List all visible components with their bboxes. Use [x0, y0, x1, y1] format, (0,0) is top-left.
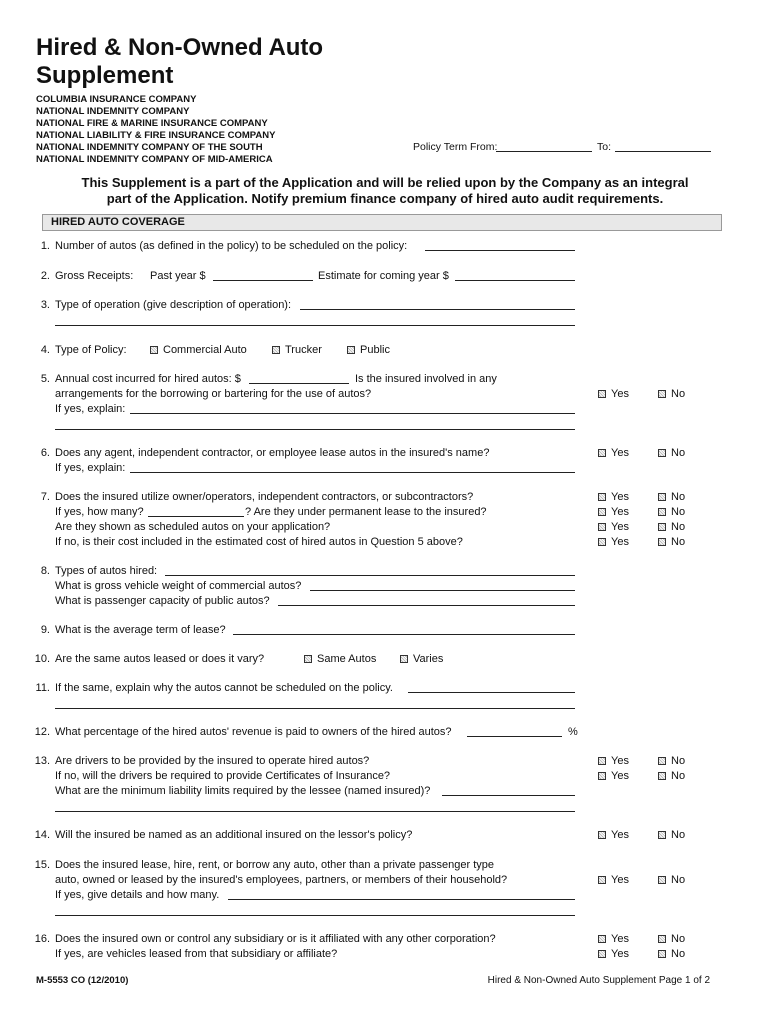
q7d-no-option[interactable]: No	[658, 536, 685, 549]
question-number: 7.	[40, 491, 50, 503]
q12-unit: %	[568, 726, 578, 738]
q13a-no-option[interactable]: No	[658, 755, 685, 768]
checkbox[interactable]	[658, 757, 666, 765]
q10-varies-option[interactable]: Varies	[400, 653, 443, 666]
question-number: 9.	[40, 624, 50, 636]
company-name: NATIONAL INDEMNITY COMPANY	[36, 106, 190, 117]
q16-text1: Does the insured own or control any subsidiary or is it affiliated with any other corporation?	[55, 933, 496, 945]
q4-text: Type of Policy:	[55, 344, 127, 356]
q7b-yes-option[interactable]: Yes	[598, 506, 629, 519]
q8-capacity-field[interactable]	[278, 595, 575, 606]
q5-text1b: Is the insured involved in any	[355, 373, 497, 385]
q13-text1: Are drivers to be provided by the insured to operate hired autos?	[55, 755, 370, 767]
checkbox[interactable]	[598, 493, 606, 501]
checkbox[interactable]	[598, 950, 606, 958]
checkbox[interactable]	[598, 508, 606, 516]
company-list	[36, 94, 275, 166]
question-number: 16.	[34, 933, 50, 945]
question-number: 15.	[34, 859, 50, 871]
q5-explain-field-line2[interactable]	[55, 419, 575, 430]
q13-text3: What are the minimum liability limits required by the lessee (named insured)?	[55, 785, 431, 797]
q8-types-field[interactable]	[165, 565, 575, 576]
checkbox[interactable]	[658, 935, 666, 943]
checkbox[interactable]	[598, 772, 606, 780]
q5-text2: arrangements for the borrowing or bartering for the use of autos?	[55, 388, 372, 400]
notice	[40, 175, 730, 207]
q3-field[interactable]	[300, 299, 575, 310]
checkbox[interactable]	[272, 346, 280, 354]
checkbox[interactable]	[658, 449, 666, 457]
q4-public-option[interactable]: Public	[347, 344, 390, 357]
q13b-no-option[interactable]: No	[658, 770, 685, 783]
q7-how-many-field[interactable]	[148, 506, 244, 517]
page-label: Hired & Non-Owned Auto Supplement Page 1 of 2	[487, 975, 710, 986]
q15-text2: auto, owned or leased by the insured's employees, partners, or members of their household?	[55, 874, 508, 886]
notice-line2: part of the Application. Notify premium finance company of hired auto audit requirements.	[106, 191, 664, 206]
checkbox[interactable]	[598, 523, 606, 531]
question-number: 1.	[40, 240, 50, 252]
q1-field[interactable]	[425, 240, 575, 251]
checkbox[interactable]	[658, 772, 666, 780]
question-number: 14.	[34, 829, 50, 841]
q2-past-field[interactable]	[213, 270, 313, 281]
q16a-yes-option[interactable]: Yes	[598, 933, 629, 946]
q15-details-field[interactable]	[228, 889, 575, 900]
company-name: NATIONAL INDEMNITY COMPANY OF THE SOUTH	[36, 142, 263, 153]
checkbox[interactable]	[598, 538, 606, 546]
q16b-no-option[interactable]: No	[658, 948, 685, 961]
question-number: 12.	[34, 726, 50, 738]
section-title: HIRED AUTO COVERAGE	[51, 216, 185, 228]
q7-text4: If no, is their cost included in the estimated cost of hired autos in Question 5 above?	[55, 536, 463, 548]
q7a-no-option[interactable]: No	[658, 491, 685, 504]
question-number: 2.	[40, 270, 50, 282]
checkbox[interactable]	[658, 538, 666, 546]
q5-text1: Annual cost incurred for hired autos: $	[55, 373, 241, 385]
checkbox[interactable]	[658, 950, 666, 958]
q11-field-line2[interactable]	[55, 698, 575, 709]
form-number: M-5553 CO (12/2010)	[36, 975, 129, 986]
checkbox[interactable]	[658, 876, 666, 884]
checkbox[interactable]	[304, 655, 312, 663]
checkbox[interactable]	[658, 508, 666, 516]
q7-text2b: ? Are they under permanent lease to the insured?	[245, 506, 487, 518]
q14-yes-option[interactable]: Yes	[598, 829, 629, 842]
q4-commercial-auto-option[interactable]: Commercial Auto	[150, 344, 247, 357]
q9-text: What is the average term of lease?	[55, 624, 226, 636]
q3-text: Type of operation (give description of operation):	[55, 299, 292, 311]
policy-term-from-label: Policy Term From:	[413, 141, 498, 153]
checkbox[interactable]	[658, 390, 666, 398]
checkbox[interactable]	[150, 346, 158, 354]
q7c-yes-option[interactable]: Yes	[598, 521, 629, 534]
checkbox[interactable]	[400, 655, 408, 663]
q5-text3: If yes, explain:	[55, 403, 126, 415]
q6-text1: Does any agent, independent contractor, or employee lease autos in the insured's name?	[55, 447, 490, 459]
q16b-yes-option[interactable]: Yes	[598, 948, 629, 961]
form-title-line2: Supplement	[36, 62, 174, 89]
company-name: NATIONAL INDEMNITY COMPANY OF MID-AMERICA	[36, 154, 273, 165]
question-number: 3.	[40, 299, 50, 311]
q7d-yes-option[interactable]: Yes	[598, 536, 629, 549]
policy-term-to-field[interactable]	[615, 141, 711, 152]
q12-percentage-field[interactable]	[467, 726, 562, 737]
q11-field[interactable]	[408, 682, 575, 693]
q8-text1: Types of autos hired:	[55, 565, 158, 577]
q5-cost-field[interactable]	[249, 373, 349, 384]
q6-yes-option[interactable]: Yes	[598, 447, 629, 460]
section-header	[42, 214, 722, 231]
policy-term-to-label: To:	[597, 141, 612, 153]
q15-text1: Does the insured lease, hire, rent, or borrow any auto, other than a private passenger type	[55, 859, 495, 871]
q8-weight-field[interactable]	[310, 580, 575, 591]
checkbox[interactable]	[658, 831, 666, 839]
q2-estimate-label: Estimate for coming year $	[318, 270, 449, 282]
q13-limits-field[interactable]	[442, 785, 575, 796]
checkbox[interactable]	[598, 935, 606, 943]
form-title-line1: Hired & Non-Owned Auto	[36, 34, 324, 61]
q12-text: What percentage of the hired autos' revenue is paid to owners of the hired autos?	[55, 726, 452, 738]
q7-text3: Are they shown as scheduled autos on your application?	[55, 521, 331, 533]
checkbox[interactable]	[598, 390, 606, 398]
q13b-yes-option[interactable]: Yes	[598, 770, 629, 783]
question-number: 4.	[40, 344, 50, 356]
q7-text2a: If yes, how many?	[55, 506, 144, 518]
q10-text: Are the same autos leased or does it vary?	[55, 653, 265, 665]
q16a-no-option[interactable]: No	[658, 933, 685, 946]
q4-trucker-option[interactable]: Trucker	[272, 344, 322, 357]
q13-text2: If no, will the drivers be required to provide Certificates of Insurance?	[55, 770, 391, 782]
q9-field[interactable]	[233, 624, 575, 635]
q2-text: Gross Receipts:	[55, 270, 134, 282]
q8-text2: What is gross vehicle weight of commercial autos?	[55, 580, 302, 592]
q7a-yes-option[interactable]: Yes	[598, 491, 629, 504]
question-number: 6.	[40, 447, 50, 459]
q3-field-line2[interactable]	[55, 315, 575, 326]
q2-estimate-field[interactable]	[455, 270, 575, 281]
question-number: 11.	[35, 682, 50, 694]
q6-explain-field[interactable]	[130, 462, 575, 473]
q13-limits-field-line2[interactable]	[55, 801, 575, 812]
q7b-no-option[interactable]: No	[658, 506, 685, 519]
question-number: 13.	[34, 755, 50, 767]
q13a-yes-option[interactable]: Yes	[598, 755, 629, 768]
q16-text2: If yes, are vehicles leased from that subsidiary or affiliate?	[55, 948, 338, 960]
q10-same-autos-option[interactable]: Same Autos	[304, 653, 376, 666]
q15-no-option[interactable]: No	[658, 874, 685, 887]
checkbox[interactable]	[598, 449, 606, 457]
checkbox[interactable]	[658, 493, 666, 501]
checkbox[interactable]	[658, 523, 666, 531]
q6-text2: If yes, explain:	[55, 462, 126, 474]
q11-text: If the same, explain why the autos cannot be scheduled on the policy.	[55, 682, 393, 694]
question-number: 5.	[40, 373, 50, 385]
q14-text: Will the insured be named as an additional insured on the lessor's policy?	[55, 829, 413, 841]
checkbox[interactable]	[598, 757, 606, 765]
q8-text3: What is passenger capacity of public autos?	[55, 595, 270, 607]
q1-text: Number of autos (as defined in the policy) to be scheduled on the policy:	[55, 240, 408, 252]
q7-text1: Does the insured utilize owner/operators, independent contractors, or subcontractors?	[55, 491, 474, 503]
company-name: NATIONAL LIABILITY & FIRE INSURANCE COMPANY	[36, 130, 276, 141]
question-number: 8.	[40, 565, 50, 577]
checkbox[interactable]	[598, 876, 606, 884]
company-name: COLUMBIA INSURANCE COMPANY	[36, 94, 197, 105]
q15-details-field-line2[interactable]	[55, 905, 575, 916]
q6-no-option[interactable]: No	[658, 447, 685, 460]
q7c-no-option[interactable]: No	[658, 521, 685, 534]
q5-yes-option[interactable]: Yes	[598, 388, 629, 401]
question-number: 10.	[34, 653, 50, 665]
company-name: NATIONAL FIRE & MARINE INSURANCE COMPANY	[36, 118, 268, 129]
q14-no-option[interactable]: No	[658, 829, 685, 842]
checkbox[interactable]	[598, 831, 606, 839]
q15-yes-option[interactable]: Yes	[598, 874, 629, 887]
q5-no-option[interactable]: No	[658, 388, 685, 401]
q15-text3: If yes, give details and how many.	[55, 889, 220, 901]
q5-explain-field[interactable]	[130, 403, 575, 414]
checkbox[interactable]	[347, 346, 355, 354]
q2-past-label: Past year $	[150, 270, 206, 282]
form-title	[36, 34, 323, 90]
policy-term-from-field[interactable]	[496, 141, 592, 152]
notice-line1: This Supplement is a part of the Application and will be relied upon by the Company as an integral	[81, 175, 689, 190]
